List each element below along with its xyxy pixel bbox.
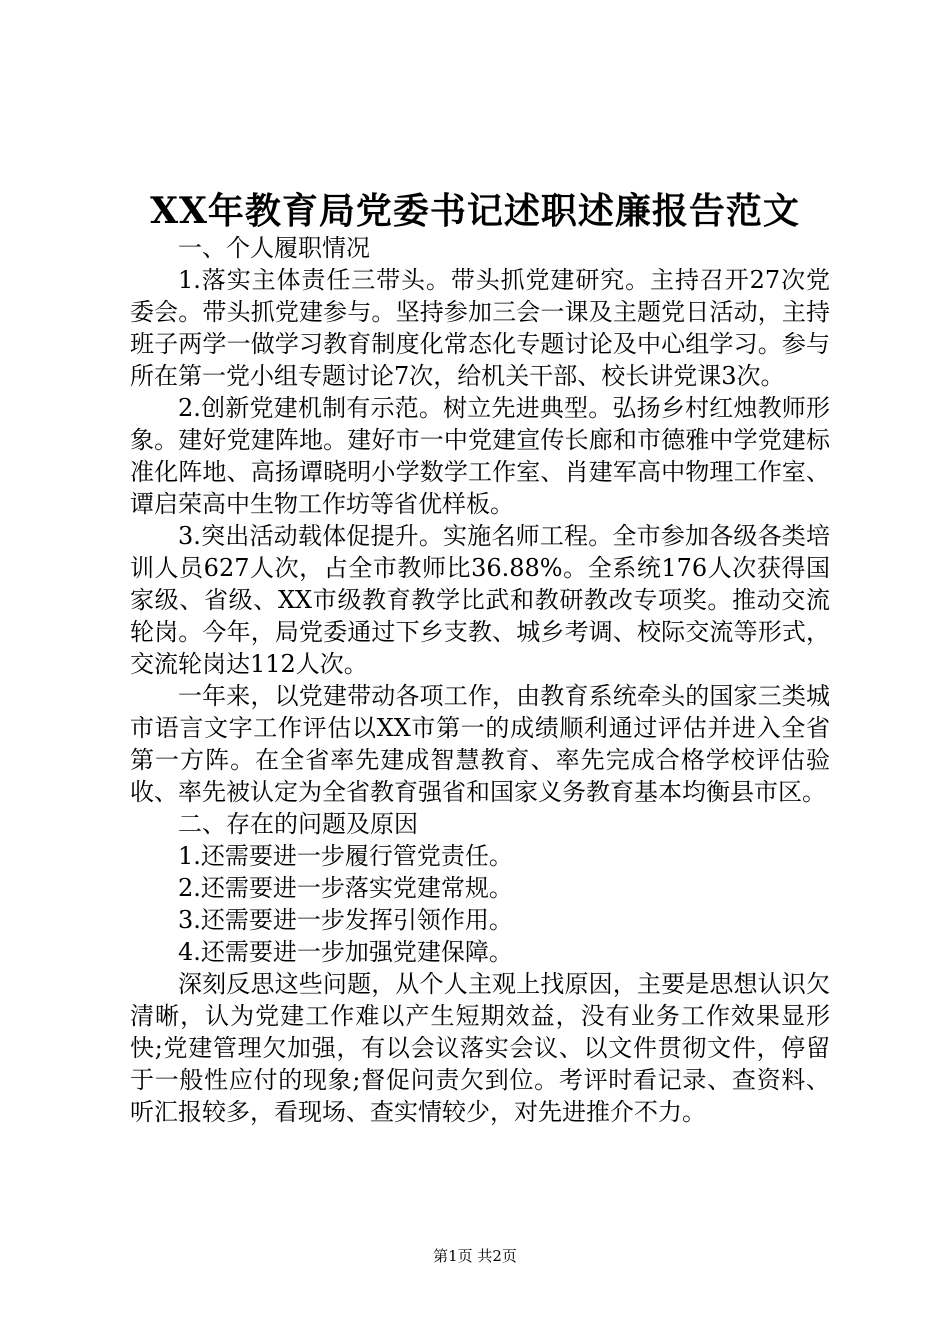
- section-heading: 二、存在的问题及原因: [178, 810, 418, 838]
- page-footer: 第1页 共2页: [433, 1247, 517, 1265]
- paragraph: 2.创新党建机制有示范。树立先进典型。弘扬乡村红烛教师形象。建好党建阵地。建好市一中党建宣传长廊和市德雅中学党建标准化阵地、高扬谭晓明小学数学工作室、肖建军高中物理工作室、谭启荣高中生物工作坊等省优样板。: [130, 394, 830, 518]
- document-title: XX年教育局党委书记述职述廉报告范文: [150, 190, 800, 232]
- paragraph: 一年来，以党建带动各项工作，由教育系统牵头的国家三类城市语言文字工作评估以XX市第一的成绩顺利通过评估并进入全省第一方阵。在全省率先建成智慧教育、率先完成合格学校评估验收、率先被认定为全省教育强省和国家义务教育基本均衡县市区。: [130, 682, 830, 806]
- paragraph: 1.落实主体责任三带头。带头抓党建研究。主持召开27次党委会。带头抓党建参与。坚持参加三会一课及主题党日活动，主持班子两学一做学习教育制度化常态化专题讨论及中心组学习。参与所在第一党小组专题讨论7次，给机关干部、校长讲党课3次。: [130, 266, 830, 390]
- section-heading: 一、个人履职情况: [178, 234, 370, 262]
- paragraph: 深刻反思这些问题，从个人主观上找原因，主要是思想认识欠清晰，认为党建工作难以产生短期效益，没有业务工作效果显形快;党建管理欠加强，有以会议落实会议、以文件贯彻文件，停留于一般性应付的现象;督促问责欠到位。考评时看记录、查资料、听汇报较多，看现场、查实情较少，对先进推介不力。: [130, 970, 830, 1126]
- document-body: [130, 232, 830, 1128]
- list-item: 3.还需要进一步发挥引领作用。: [178, 906, 513, 934]
- list-item: 4.还需要进一步加强党建保障。: [178, 938, 513, 966]
- list-item: 1.还需要进一步履行管党责任。: [178, 842, 513, 870]
- list-item: 2.还需要进一步落实党建常规。: [178, 874, 513, 902]
- paragraph: 3.突出活动载体促提升。实施名师工程。全市参加各级各类培训人员627人次，占全市教师比36.88%。全系统176人次获得国家级、省级、XX市级教育教学比武和教研教改专项奖。推动交流轮岗。今年，局党委通过下乡支教、城乡考调、校际交流等形式，交流轮岗达112人次。: [130, 522, 830, 678]
